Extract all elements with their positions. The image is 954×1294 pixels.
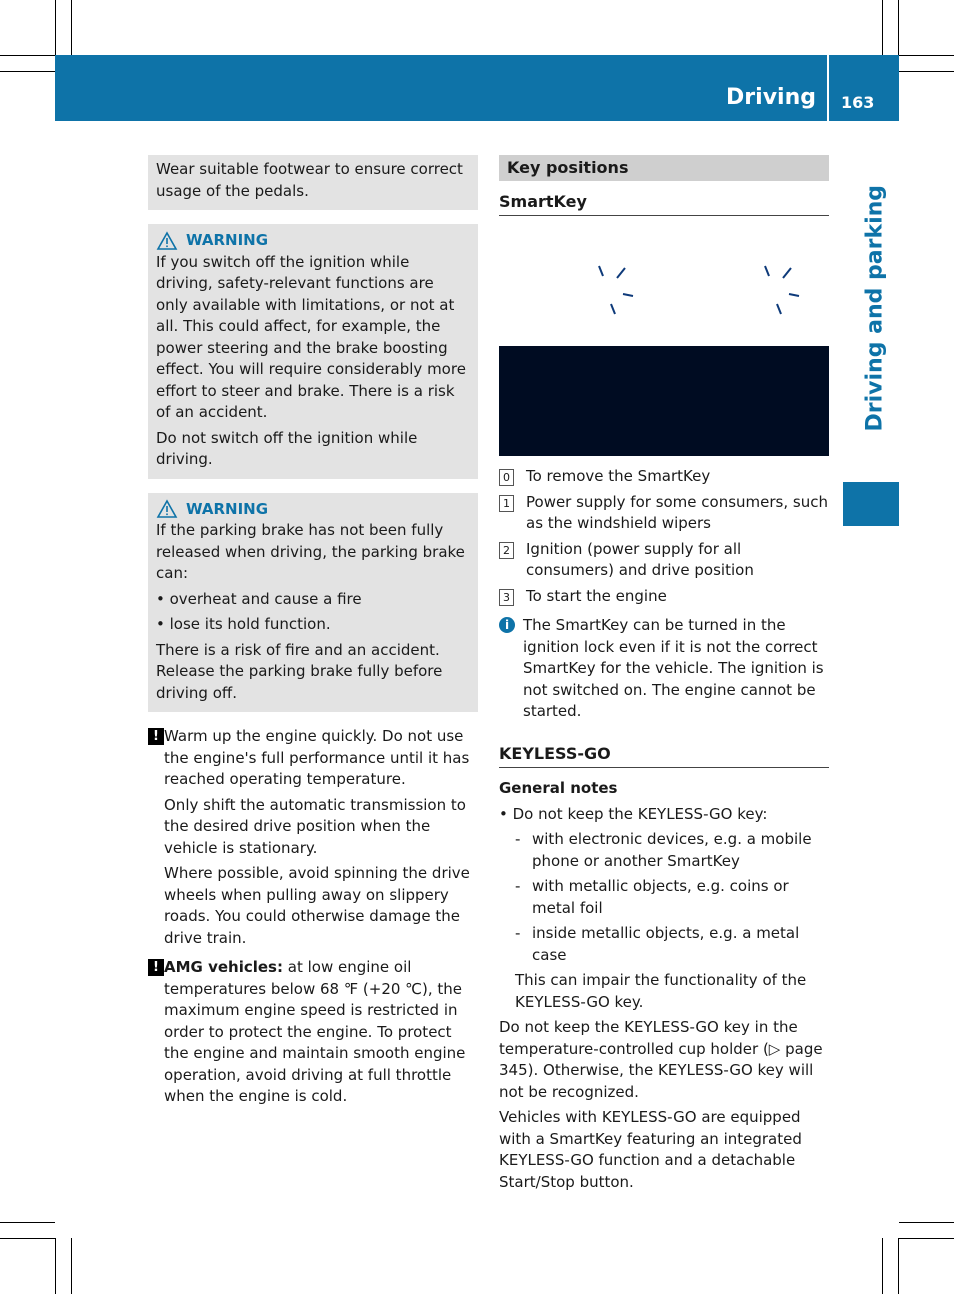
warning-heading [156,226,470,252]
caution-note-amg [148,957,478,1108]
warning-label: WARNING [186,499,269,518]
bullet-item: • overheat and cause a fire [156,589,362,608]
right-column [499,155,829,1197]
position-text: Ignition (power supply for all consumers) and drive position [526,539,754,579]
paragraph: Do not keep the KEYLESS-GO key in the temperature-controlled cup holder (▷ page 345). Otherwise, the KEYLESS-GO key will not be recognized. [499,1018,823,1101]
crop-mark [0,55,55,56]
warning-box-ignition [148,224,478,479]
bullet-item: • Do not keep the KEYLESS-GO key: [499,804,768,823]
note-text: Where possible, avoid spinning the drive wheels when pulling away on slippery roads. You could otherwise damage the drive train. [164,864,470,947]
page-number: 163 [841,93,875,112]
crop-mark [55,1238,56,1294]
crop-mark [899,1238,954,1239]
position-number: 1 [499,495,514,512]
dash-text: with metallic objects, e.g. coins or metal foil [532,877,789,917]
chapter-side-label: Driving and parking [862,184,888,432]
crop-mark [71,1238,72,1294]
position-text: To start the engine [526,586,667,605]
position-number: 2 [499,542,514,559]
chapter-tab [843,482,899,526]
paragraph: Vehicles with KEYLESS-GO are equipped with a SmartKey featuring an integrated KEYLESS-GO function and a detachable Start/Stop button. [499,1108,802,1191]
crop-mark [55,0,56,55]
figure-dark-panel [499,346,829,456]
warning-heading [156,495,470,521]
caution-note-engine [148,726,478,949]
note-text: Only shift the automatic transmission to the desired drive position when the vehicle is stationary. [164,795,466,857]
crop-mark [899,55,954,56]
ignition-lock-figure [499,226,829,346]
impair-text: This can impair the functionality of the KEYLESS-GO key. [515,971,807,1011]
warning-box-parking-brake [148,493,478,713]
warning-triangle-icon [156,231,178,251]
exclamation-icon: ! [148,959,164,976]
note-text: at low engine oil temperatures below 68 ℉ (+20 ℃), the maximum engine speed is restricted in order to protect the engine. To protect the engine and maintain smooth engine operation, avoid driving at full throttle when the engine is cold. [164,958,466,1105]
dash-item [499,829,829,872]
info-note [499,615,829,723]
warning-label: WARNING [186,231,269,249]
crop-mark [882,1238,883,1294]
position-number: 0 [499,469,514,486]
crop-mark [899,71,954,72]
dash-mark: - [515,924,521,942]
dash-item [499,923,829,966]
left-column [148,155,478,1112]
crop-mark [71,0,72,55]
warning-text: There is a risk of fire and an accident. Release the parking brake fully before driving off. [156,640,443,702]
position-text: To remove the SmartKey [526,467,711,485]
warning-text: If you switch off the ignition while driving, safety-relevant functions are only available with limitations, or not at all. This could affect, for example, the power steering and the brake boosting effect. You will require considerably more effort to steer and brake. There is a risk of an accident. [156,252,466,421]
key-positions-heading: Key positions [499,155,829,181]
list-item [499,539,829,582]
footwear-box [148,155,478,210]
page-header [55,55,899,121]
header-divider [827,55,829,121]
footwear-text: Wear suitable footwear to ensure correct usage of the pedals. [156,160,463,200]
note-bold-lead: AMG vehicles: [164,958,283,976]
list-item [499,492,829,535]
section-title: Driving [726,85,816,110]
dash-item [499,876,829,919]
crop-mark [899,1222,954,1223]
crop-mark [882,0,883,55]
info-text: The SmartKey can be turned in the ignition lock even if it is not the correct SmartKey for the vehicle. The ignition is not switched on. The engine cannot be started. [523,616,824,720]
info-icon: i [499,617,515,633]
smartkey-heading: SmartKey [499,191,829,217]
position-number: 3 [499,589,514,606]
smartkey-figure [499,226,829,458]
dash-mark: - [515,877,521,895]
dash-text: with electronic devices, e.g. a mobile phone or another SmartKey [532,830,812,870]
note-text: Warm up the engine quickly. Do not use the engine's full performance until it has reached operating temperature. [164,727,470,788]
keyless-go-heading: KEYLESS-GO [499,743,829,769]
general-notes-heading: General notes [499,779,618,797]
warning-triangle-icon [156,499,178,519]
warning-text: Do not switch off the ignition while driving. [156,428,418,468]
crop-mark [898,1238,899,1294]
crop-mark [0,71,55,72]
crop-mark [0,1222,55,1223]
warning-text: If the parking brake has not been fully released when driving, the parking brake can: [156,521,465,582]
exclamation-icon: ! [148,728,164,745]
dash-mark: - [515,830,521,848]
crop-mark [0,1238,55,1239]
dash-text: inside metallic objects, e.g. a metal case [532,924,800,964]
bullet-item: • lose its hold function. [156,615,331,633]
list-item [499,466,829,488]
list-item [499,586,829,608]
position-text: Power supply for some consumers, such as the windshield wipers [526,492,828,532]
crop-mark [898,0,899,55]
